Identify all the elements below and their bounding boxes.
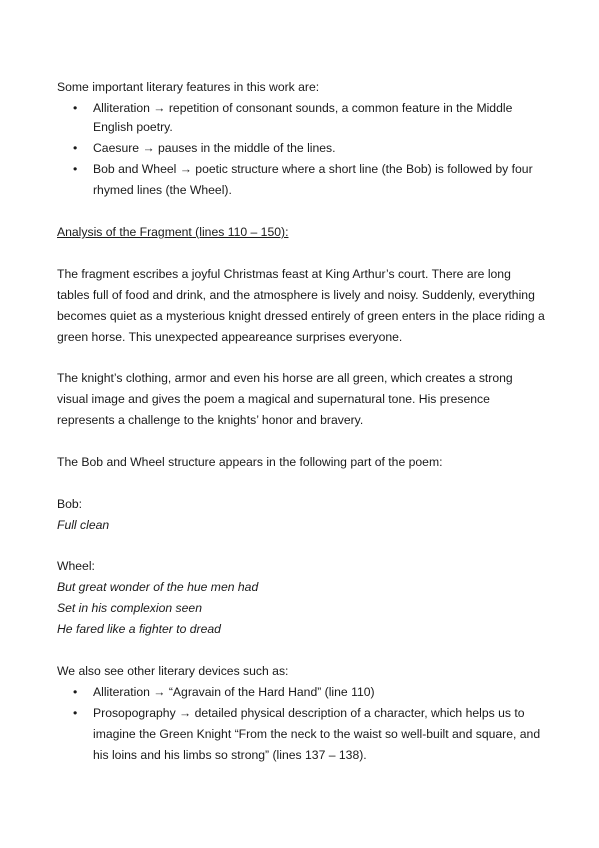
bullet-icon: • bbox=[73, 101, 78, 115]
feature-text-continued: rhymed lines (the Wheel). bbox=[93, 183, 232, 197]
bullet-icon: • bbox=[73, 685, 78, 699]
bullet-icon: • bbox=[73, 162, 78, 176]
feature-item-caesure bbox=[0, 140, 599, 156]
paragraph1-line: green horse. This unexpected appeareance surprises everyone. bbox=[57, 330, 403, 344]
feature-item-bob-and-wheel bbox=[0, 161, 599, 177]
device-text: Alliteration → “Agravain of the Hard Hand” (line 110) bbox=[93, 685, 375, 699]
bob-line: Full clean bbox=[57, 518, 110, 532]
feature-item-alliteration bbox=[0, 100, 599, 116]
features-intro: Some important literary features in this work are: bbox=[57, 80, 320, 94]
bob-label: Bob: bbox=[57, 497, 83, 511]
bullet-icon: • bbox=[73, 141, 78, 155]
paragraph1-line: becomes quiet as a mysterious knight dressed entirely of green enters in the place riding a bbox=[57, 309, 545, 323]
feature-text: Bob and Wheel → poetic structure where a short line (the Bob) is followed by four bbox=[93, 162, 533, 176]
paragraph1-line: tables full of food and drink, and the atmosphere is lively and noisy. Suddenly, everything bbox=[57, 288, 535, 302]
bullet-icon: • bbox=[73, 706, 78, 720]
paragraph2-line: represents a challenge to the knights’ honor and bravery. bbox=[57, 413, 364, 427]
paragraph2-line: The knight’s clothing, armor and even his horse are all green, which creates a strong bbox=[57, 371, 513, 385]
bob-wheel-intro: The Bob and Wheel structure appears in the following part of the poem: bbox=[57, 455, 443, 469]
device-text-continued: his loins and his limbs so strong” (lines 137 – 138). bbox=[93, 748, 367, 762]
device-text: Prosopography → detailed physical description of a character, which helps us to bbox=[93, 706, 525, 720]
device-text-continued: imagine the Green Knight “From the neck to the waist so well-built and square, and bbox=[93, 727, 541, 741]
analysis-heading: Analysis of the Fragment (lines 110 – 150): bbox=[57, 225, 289, 239]
feature-text: Alliteration → repetition of consonant sounds, a common feature in the Middle bbox=[93, 101, 513, 115]
devices-intro: We also see other literary devices such as: bbox=[57, 664, 289, 678]
device-item-alliteration bbox=[0, 684, 599, 700]
paragraph1-line: The fragment escribes a joyful Christmas feast at King Arthur’s court. There are long bbox=[57, 267, 511, 281]
feature-text-continued: English poetry. bbox=[93, 120, 173, 134]
wheel-label: Wheel: bbox=[57, 559, 95, 573]
paragraph2-line: visual image and gives the poem a magical and supernatural tone. His presence bbox=[57, 392, 490, 406]
wheel-line: But great wonder of the hue men had bbox=[57, 580, 259, 594]
wheel-line: He fared like a fighter to dread bbox=[57, 622, 221, 636]
feature-text: Caesure → pauses in the middle of the lines. bbox=[93, 141, 336, 155]
wheel-line: Set in his complexion seen bbox=[57, 601, 202, 615]
device-item-prosopography bbox=[0, 705, 599, 721]
